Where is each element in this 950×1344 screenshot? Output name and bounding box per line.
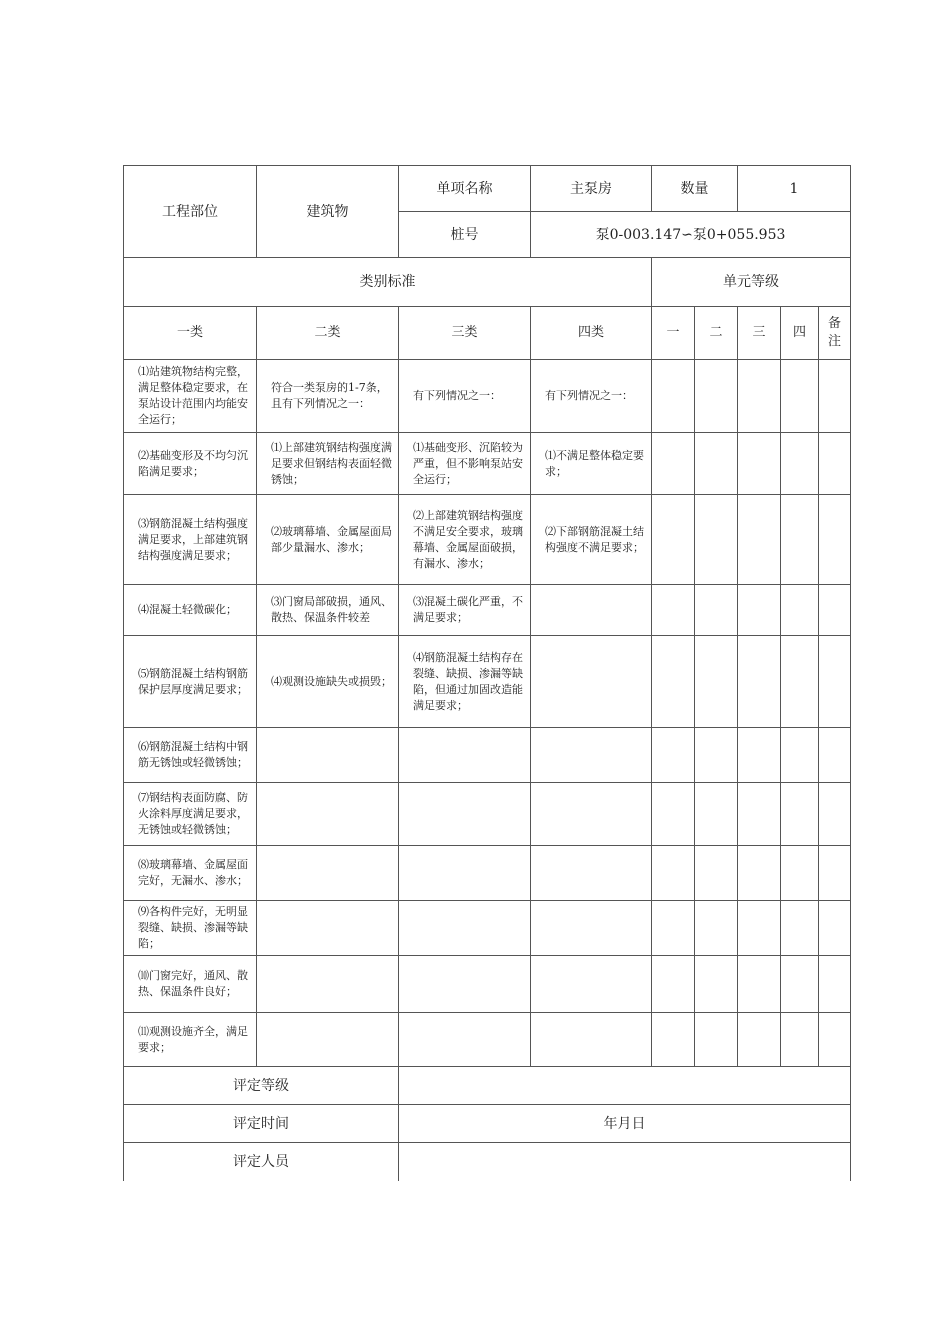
row5-class3: ⑷钢筋混凝土结构存在裂缝、缺损、渗漏等缺陷，但通过加固改造能满足要求； (399, 636, 531, 728)
grade-cell[interactable] (781, 360, 819, 433)
grade-cell[interactable] (695, 495, 738, 585)
row6-class1: ⑹钢筋混凝土结构中钢筋无锈蚀或轻微锈蚀； (124, 728, 257, 783)
grade-cell[interactable] (652, 728, 695, 783)
table-row (124, 433, 851, 495)
people-label: 评定人员 (124, 1143, 399, 1181)
col-grade-4: 四 (781, 307, 819, 360)
col-grade-2: 二 (695, 307, 738, 360)
row3-class2: ⑵玻璃幕墙、金属屋面局部少量漏水、渗水； (257, 495, 399, 585)
grade-cell[interactable] (652, 1013, 695, 1067)
grade-cell[interactable] (738, 495, 781, 585)
row7-class1: ⑺钢结构表面防腐、防火涂料厚度满足要求，无锈蚀或轻微锈蚀； (124, 783, 257, 846)
row5-class2: ⑷观测设施缺失或损毁； (257, 636, 399, 728)
grade-cell[interactable] (738, 956, 781, 1013)
grade-cell[interactable] (652, 360, 695, 433)
row4-class4 (531, 585, 652, 636)
grade-cell[interactable] (695, 360, 738, 433)
row10-class4 (531, 956, 652, 1013)
grade-cell[interactable] (781, 1013, 819, 1067)
row9-class4 (531, 901, 652, 956)
grade-cell[interactable] (781, 495, 819, 585)
row2-class3: ⑴基础变形、沉陷较为严重，但不影响泵站安全运行； (399, 433, 531, 495)
grade-cell[interactable] (695, 636, 738, 728)
row6-class3 (399, 728, 531, 783)
grade-cell[interactable] (738, 636, 781, 728)
time-value[interactable]: 年月日 (399, 1105, 851, 1143)
people-value[interactable] (399, 1143, 851, 1181)
remark-cell[interactable] (819, 846, 851, 901)
remark-cell[interactable] (819, 901, 851, 956)
row6-class2 (257, 728, 399, 783)
grade-label: 评定等级 (124, 1067, 399, 1105)
grade-cell[interactable] (781, 636, 819, 728)
row9-class1: ⑼各构件完好，无明显裂缝、缺损、渗漏等缺陷； (124, 901, 257, 956)
grade-cell[interactable] (781, 956, 819, 1013)
stake-value: 泵0-003.147∽泵0+055.953 (531, 212, 851, 258)
grade-cell[interactable] (738, 433, 781, 495)
col-grade-1: 一 (652, 307, 695, 360)
time-label: 评定时间 (124, 1105, 399, 1143)
table-row (124, 585, 851, 636)
col-class1: 一类 (124, 307, 257, 360)
remark-cell[interactable] (819, 495, 851, 585)
grade-cell[interactable] (695, 901, 738, 956)
grade-cell[interactable] (652, 846, 695, 901)
row7-class3 (399, 783, 531, 846)
grade-cell[interactable] (652, 585, 695, 636)
row9-class3 (399, 901, 531, 956)
grade-cell[interactable] (781, 901, 819, 956)
item-name-value: 主泵房 (531, 166, 652, 212)
grade-cell[interactable] (695, 728, 738, 783)
row1-class4: 有下列情况之一： (531, 360, 652, 433)
remark-cell[interactable] (819, 1013, 851, 1067)
row11-class1: ⑾观测设施齐全，满足要求； (124, 1013, 257, 1067)
row11-class4 (531, 1013, 652, 1067)
row7-class2 (257, 783, 399, 846)
row3-class3: ⑵上部建筑钢结构强度不满足安全要求，玻璃幕墙、金属屋面破损，有漏水、渗水； (399, 495, 531, 585)
grade-cell[interactable] (695, 783, 738, 846)
grade-cell[interactable] (738, 728, 781, 783)
table-row (124, 1013, 851, 1067)
grade-cell[interactable] (652, 783, 695, 846)
row5-class4 (531, 636, 652, 728)
category-standard-title: 类别标准 (124, 258, 652, 307)
grade-cell[interactable] (695, 585, 738, 636)
row8-class2 (257, 846, 399, 901)
remark-cell[interactable] (819, 433, 851, 495)
grade-cell[interactable] (738, 360, 781, 433)
grade-cell[interactable] (695, 846, 738, 901)
table-row (124, 636, 851, 728)
table-row (124, 495, 851, 585)
row3-class4: ⑵下部钢筋混凝土结构强度不满足要求； (531, 495, 652, 585)
col-remark-text: 备注 (828, 316, 842, 349)
remark-cell[interactable] (819, 783, 851, 846)
quantity-value: 1 (738, 166, 851, 212)
row10-class1: ⑽门窗完好，通风、散热、保温条件良好； (124, 956, 257, 1013)
row11-class3 (399, 1013, 531, 1067)
row10-class3 (399, 956, 531, 1013)
remark-cell[interactable] (819, 636, 851, 728)
row9-class2 (257, 901, 399, 956)
row2-class4: ⑴不满足整体稳定要求； (531, 433, 652, 495)
assessment-table (123, 165, 851, 1181)
table-row (124, 728, 851, 783)
row3-class1: ⑶钢筋混凝土结构强度满足要求，上部建筑钢结构强度满足要求； (124, 495, 257, 585)
row5-class1: ⑸钢筋混凝土结构钢筋保护层厚度满足要求； (124, 636, 257, 728)
table-row (124, 956, 851, 1013)
unit-grade-title: 单元等级 (652, 258, 851, 307)
grade-cell[interactable] (738, 585, 781, 636)
row4-class2: ⑶门窗局部破损，通风、散热、保温条件较差 (257, 585, 399, 636)
stake-label: 桩号 (399, 212, 531, 258)
table-row (124, 360, 851, 433)
remark-cell[interactable] (819, 360, 851, 433)
table-row (124, 783, 851, 846)
row8-class3 (399, 846, 531, 901)
row1-class3: 有下列情况之一： (399, 360, 531, 433)
quantity-label: 数量 (652, 166, 738, 212)
grade-cell[interactable] (652, 433, 695, 495)
grade-cell[interactable] (738, 1013, 781, 1067)
remark-cell[interactable] (819, 585, 851, 636)
row4-class1: ⑷混凝土轻微碳化； (124, 585, 257, 636)
row8-class4 (531, 846, 652, 901)
grade-cell[interactable] (652, 956, 695, 1013)
grade-value[interactable] (399, 1067, 851, 1105)
grade-cell[interactable] (781, 728, 819, 783)
grade-cell[interactable] (652, 495, 695, 585)
col-class3: 三类 (399, 307, 531, 360)
table-row (124, 901, 851, 956)
grade-cell[interactable] (695, 956, 738, 1013)
row7-class4 (531, 783, 652, 846)
col-remark (819, 307, 851, 360)
row2-class1: ⑵基础变形及不均匀沉陷满足要求； (124, 433, 257, 495)
project-part-value: 建筑物 (257, 166, 399, 258)
row4-class3: ⑶混凝土碳化严重，不满足要求； (399, 585, 531, 636)
row1-class2: 符合一类泵房的1-7条，且有下列情况之一： (257, 360, 399, 433)
col-grade-3: 三 (738, 307, 781, 360)
grade-cell[interactable] (781, 585, 819, 636)
item-name-label: 单项名称 (399, 166, 531, 212)
row2-class2: ⑴上部建筑钢结构强度满足要求但钢结构表面轻微锈蚀； (257, 433, 399, 495)
col-class2: 二类 (257, 307, 399, 360)
grade-cell[interactable] (738, 901, 781, 956)
row8-class1: ⑻玻璃幕墙、金属屋面完好，无漏水、渗水； (124, 846, 257, 901)
remark-cell[interactable] (819, 956, 851, 1013)
remark-cell[interactable] (819, 728, 851, 783)
grade-cell[interactable] (695, 433, 738, 495)
col-class4: 四类 (531, 307, 652, 360)
grade-cell[interactable] (652, 636, 695, 728)
row10-class2 (257, 956, 399, 1013)
project-part-label: 工程部位 (124, 166, 257, 258)
grade-cell[interactable] (738, 783, 781, 846)
table-row (124, 846, 851, 901)
grade-cell[interactable] (781, 783, 819, 846)
row11-class2 (257, 1013, 399, 1067)
assessment-form (123, 165, 850, 1180)
grade-cell[interactable] (781, 846, 819, 901)
grade-cell[interactable] (695, 1013, 738, 1067)
grade-cell[interactable] (781, 433, 819, 495)
grade-cell[interactable] (652, 901, 695, 956)
row6-class4 (531, 728, 652, 783)
row1-class1: ⑴站建筑物结构完整，满足整体稳定要求，在泵站设计范围内均能安全运行； (124, 360, 257, 433)
grade-cell[interactable] (738, 846, 781, 901)
